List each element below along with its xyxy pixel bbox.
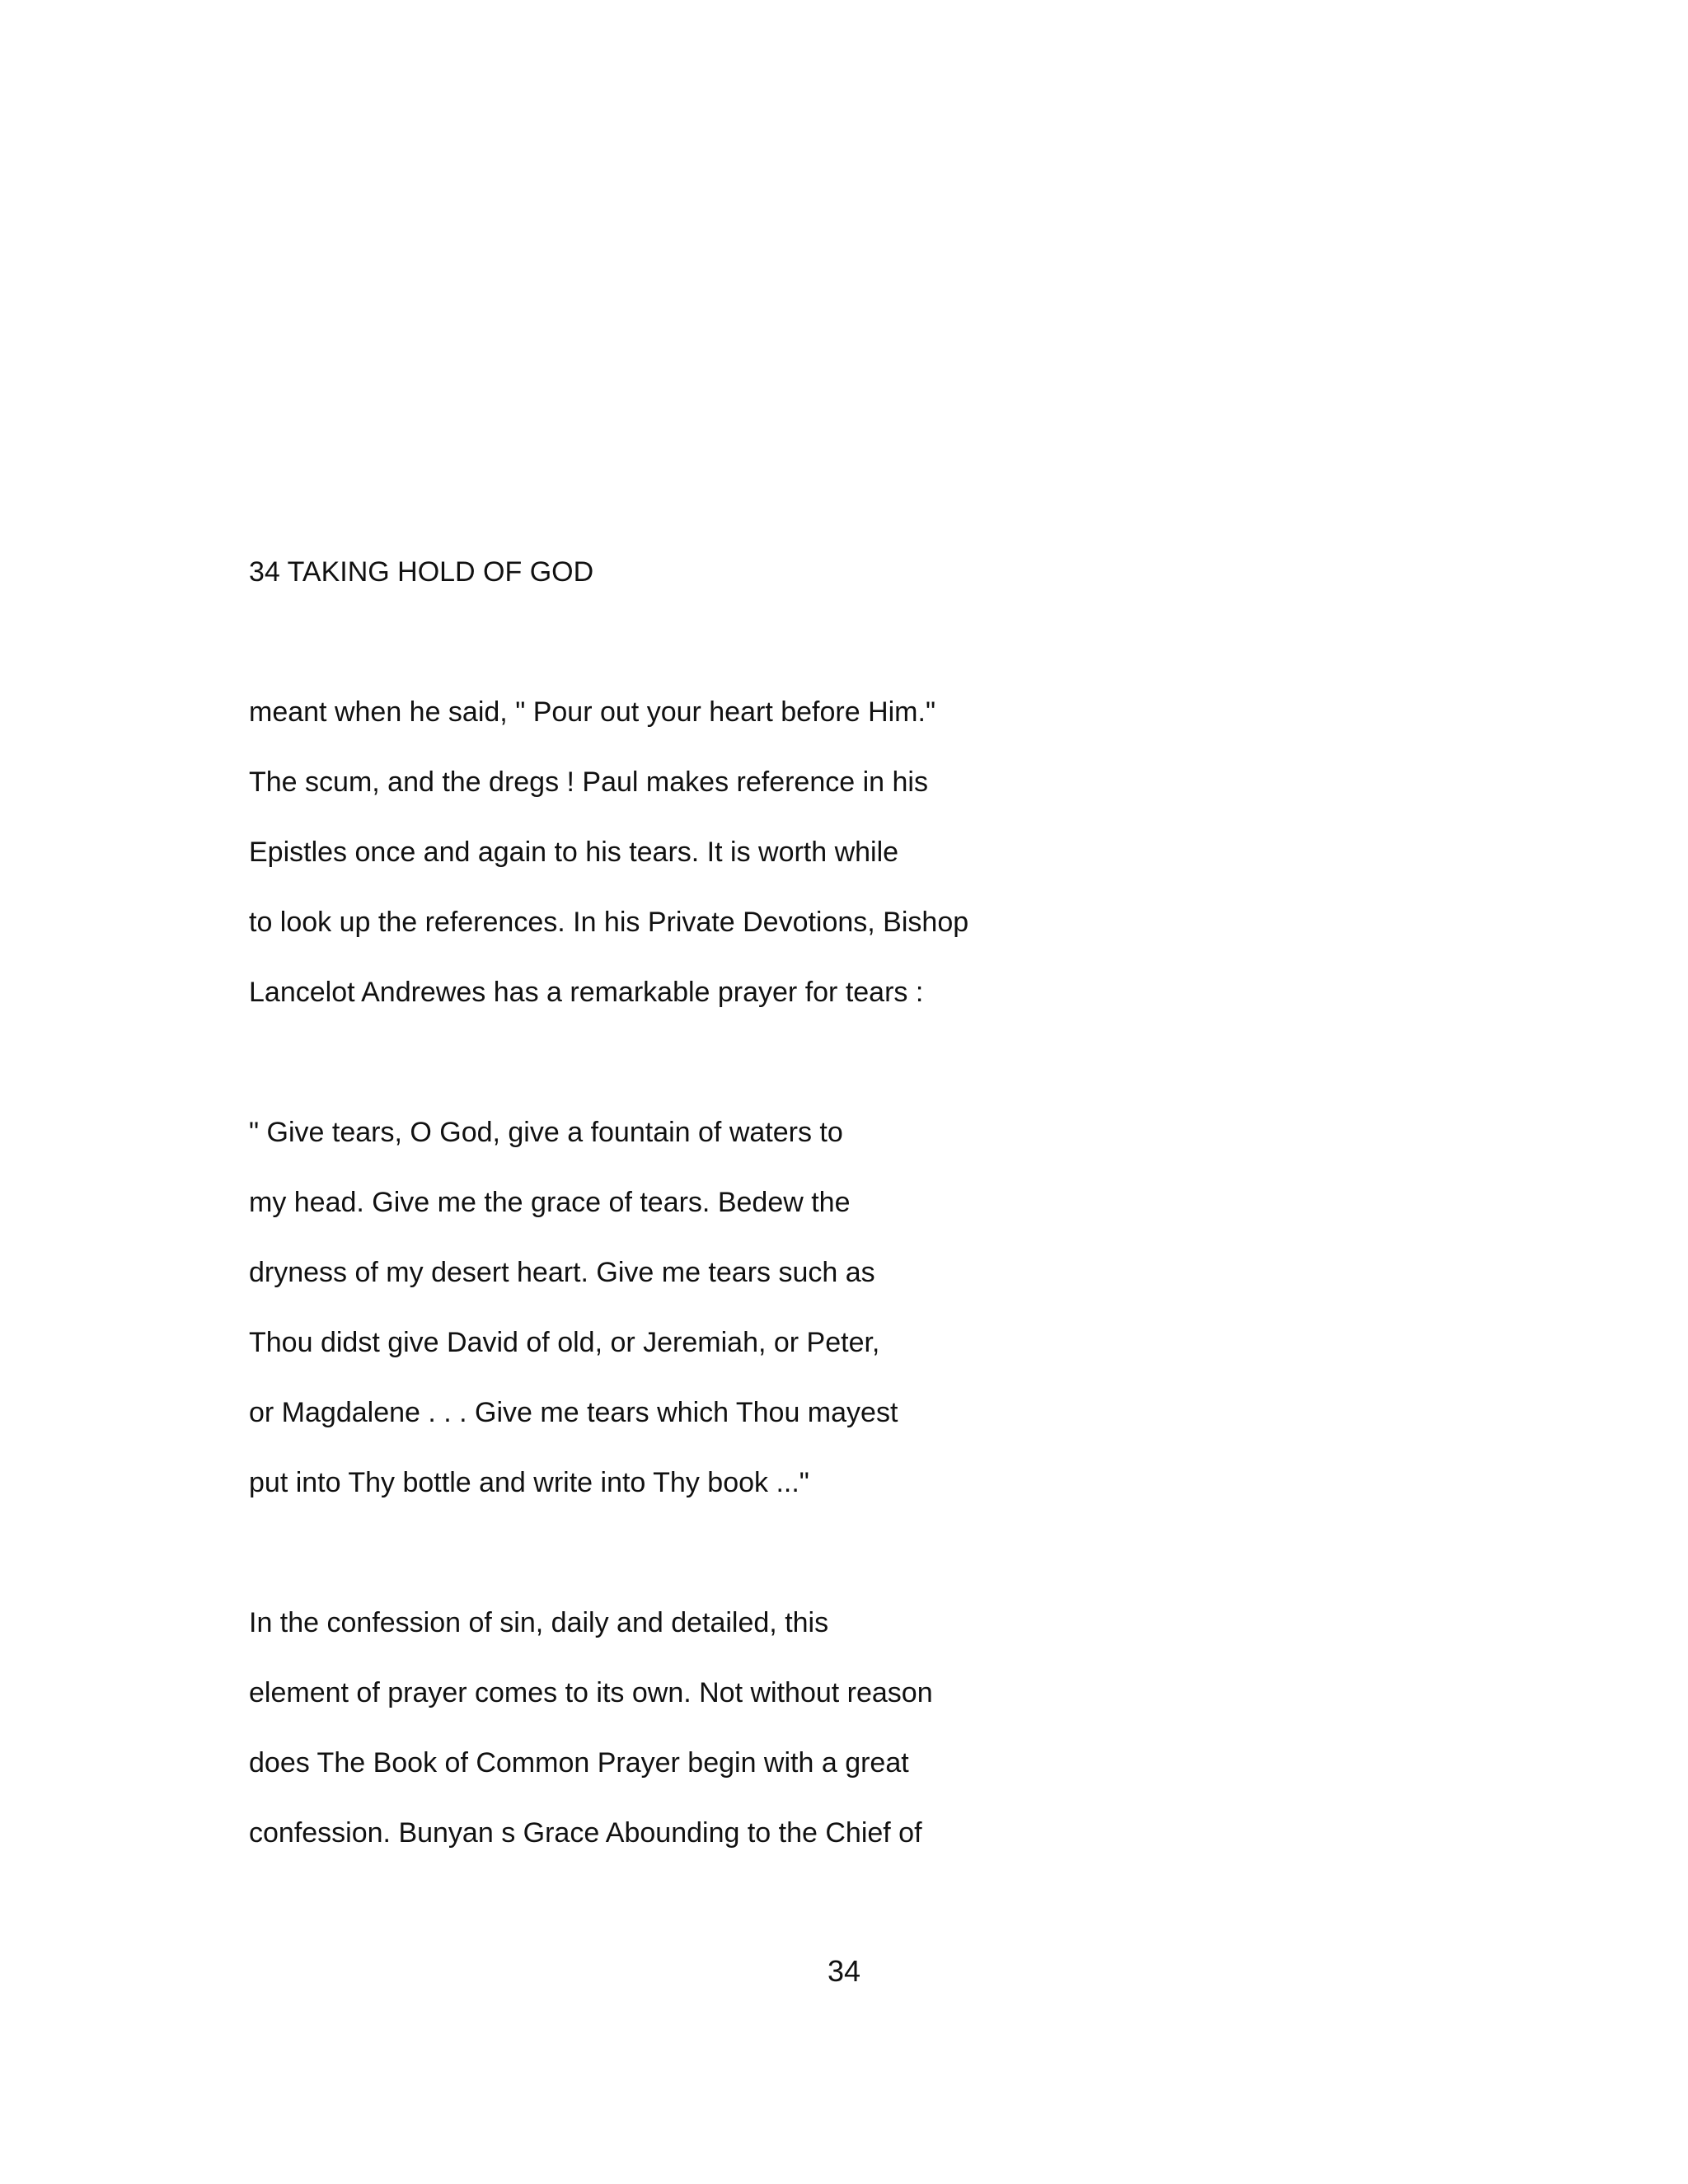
text-line: my head. Give me the grace of tears. Bedew the xyxy=(249,1187,851,1218)
text-line: Thou didst give David of old, or Jeremiah, or Peter, xyxy=(249,1327,880,1358)
text-line: confession. Bunyan s Grace Abounding to the Chief of xyxy=(249,1817,922,1849)
text-line: Lancelot Andrewes has a remarkable prayer for tears : xyxy=(249,977,924,1008)
text-line: In the confession of sin, daily and detailed, this xyxy=(249,1607,829,1638)
text-line: put into Thy bottle and write into Thy book ..." xyxy=(249,1467,809,1498)
text-line: does The Book of Common Prayer begin with a great xyxy=(249,1747,909,1779)
text-line: dryness of my desert heart. Give me tears such as xyxy=(249,1257,875,1288)
text-line: The scum, and the dregs ! Paul makes reference in his xyxy=(249,766,928,798)
text-line: Epistles once and again to his tears. It is worth while xyxy=(249,837,899,868)
running-header: 34 TAKING HOLD OF GOD xyxy=(249,556,594,588)
text-line: " Give tears, O God, give a fountain of waters to xyxy=(249,1117,843,1148)
text-line: element of prayer comes to its own. Not without reason xyxy=(249,1677,933,1708)
text-line: to look up the references. In his Private Devotions, Bishop xyxy=(249,907,969,938)
text-line: or Magdalene . . . Give me tears which Thou mayest xyxy=(249,1397,898,1428)
text-line: meant when he said, " Pour out your heart before Him." xyxy=(249,696,936,728)
page-number: 34 xyxy=(827,1954,861,1988)
